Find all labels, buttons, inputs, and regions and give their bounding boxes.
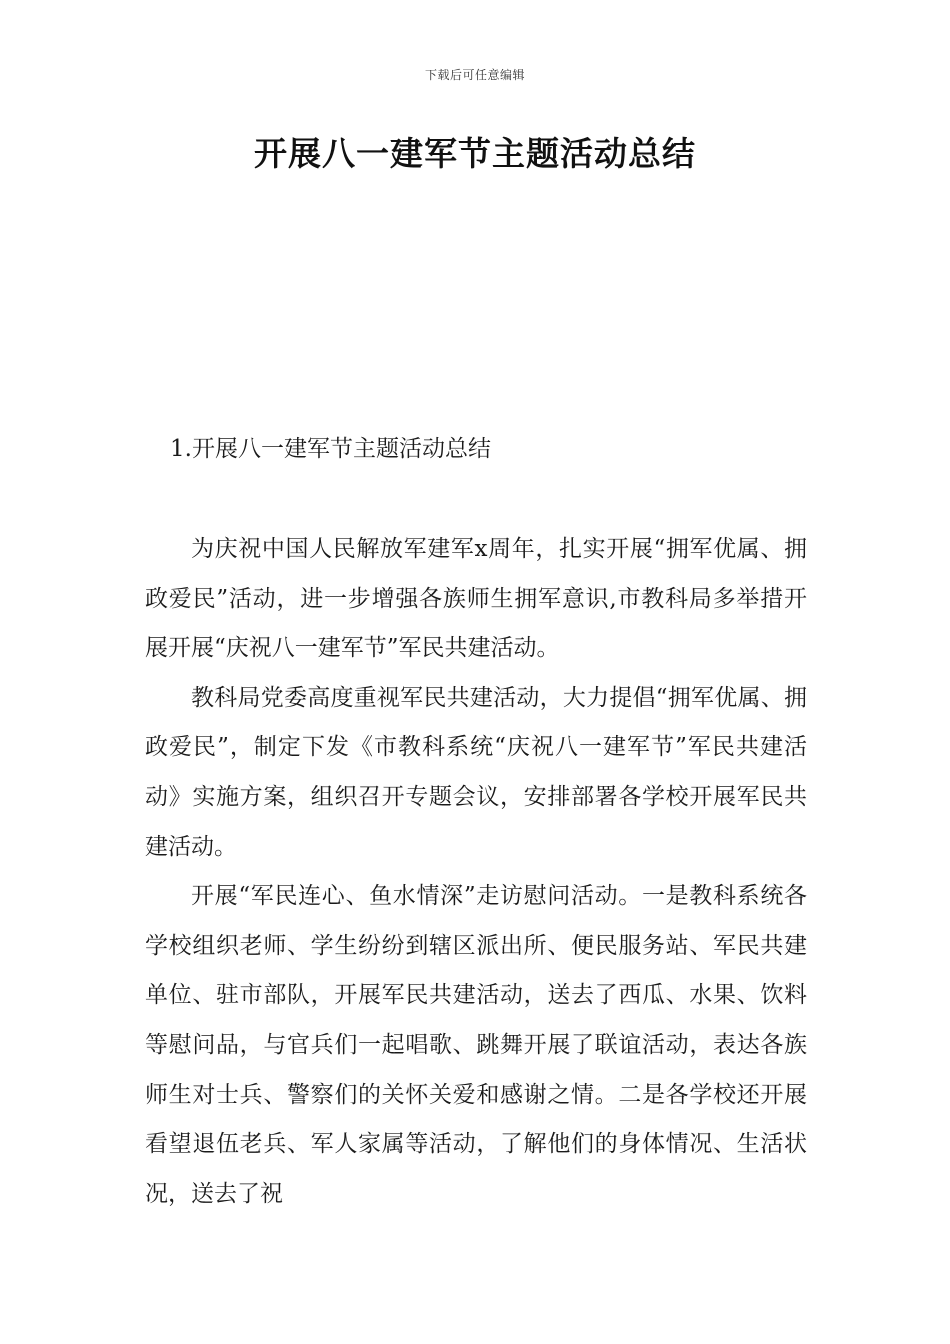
document-body <box>145 525 807 1219</box>
header-note: 下载后可任意编辑 <box>424 68 525 82</box>
section-heading: 1.开展八一建军节主题活动总结 <box>170 436 491 462</box>
paragraph-3: 开展“军民连心、鱼水情深”走访慰问活动。一是教科系统各学校组织老师、学生纷纷到辖区派出所、便民服务站、军民共建单位、驻市部队，开展军民共建活动，送去了西瓜、水果、饮料等慰问品，与官兵们一起唱歌、跳舞开展了联谊活动，表达各族师生对士兵、警察们的关怀关爱和感谢之情。二是各学校还开展看望退伍老兵、军人家属等活动，了解他们的身体情况、生活状况，送去了祝 <box>145 883 807 1207</box>
document-title: 开展八一建军节主题活动总结 <box>254 134 696 173</box>
paragraph-2: 教科局党委高度重视军民共建活动，大力提倡“拥军优属、拥政爱民”，制定下发《市教科系统“庆祝八一建军节”军民共建活动》实施方案，组织召开专题会议，安排部署各学校开展军民共建活动。 <box>145 684 807 860</box>
paragraph-1: 为庆祝中国人民解放军建军x周年，扎实开展“拥军优属、拥政爱民”活动，进一步增强各族师生拥军意识,市教科局多举措开展开展“庆祝八一建军节”军民共建活动。 <box>145 536 807 662</box>
